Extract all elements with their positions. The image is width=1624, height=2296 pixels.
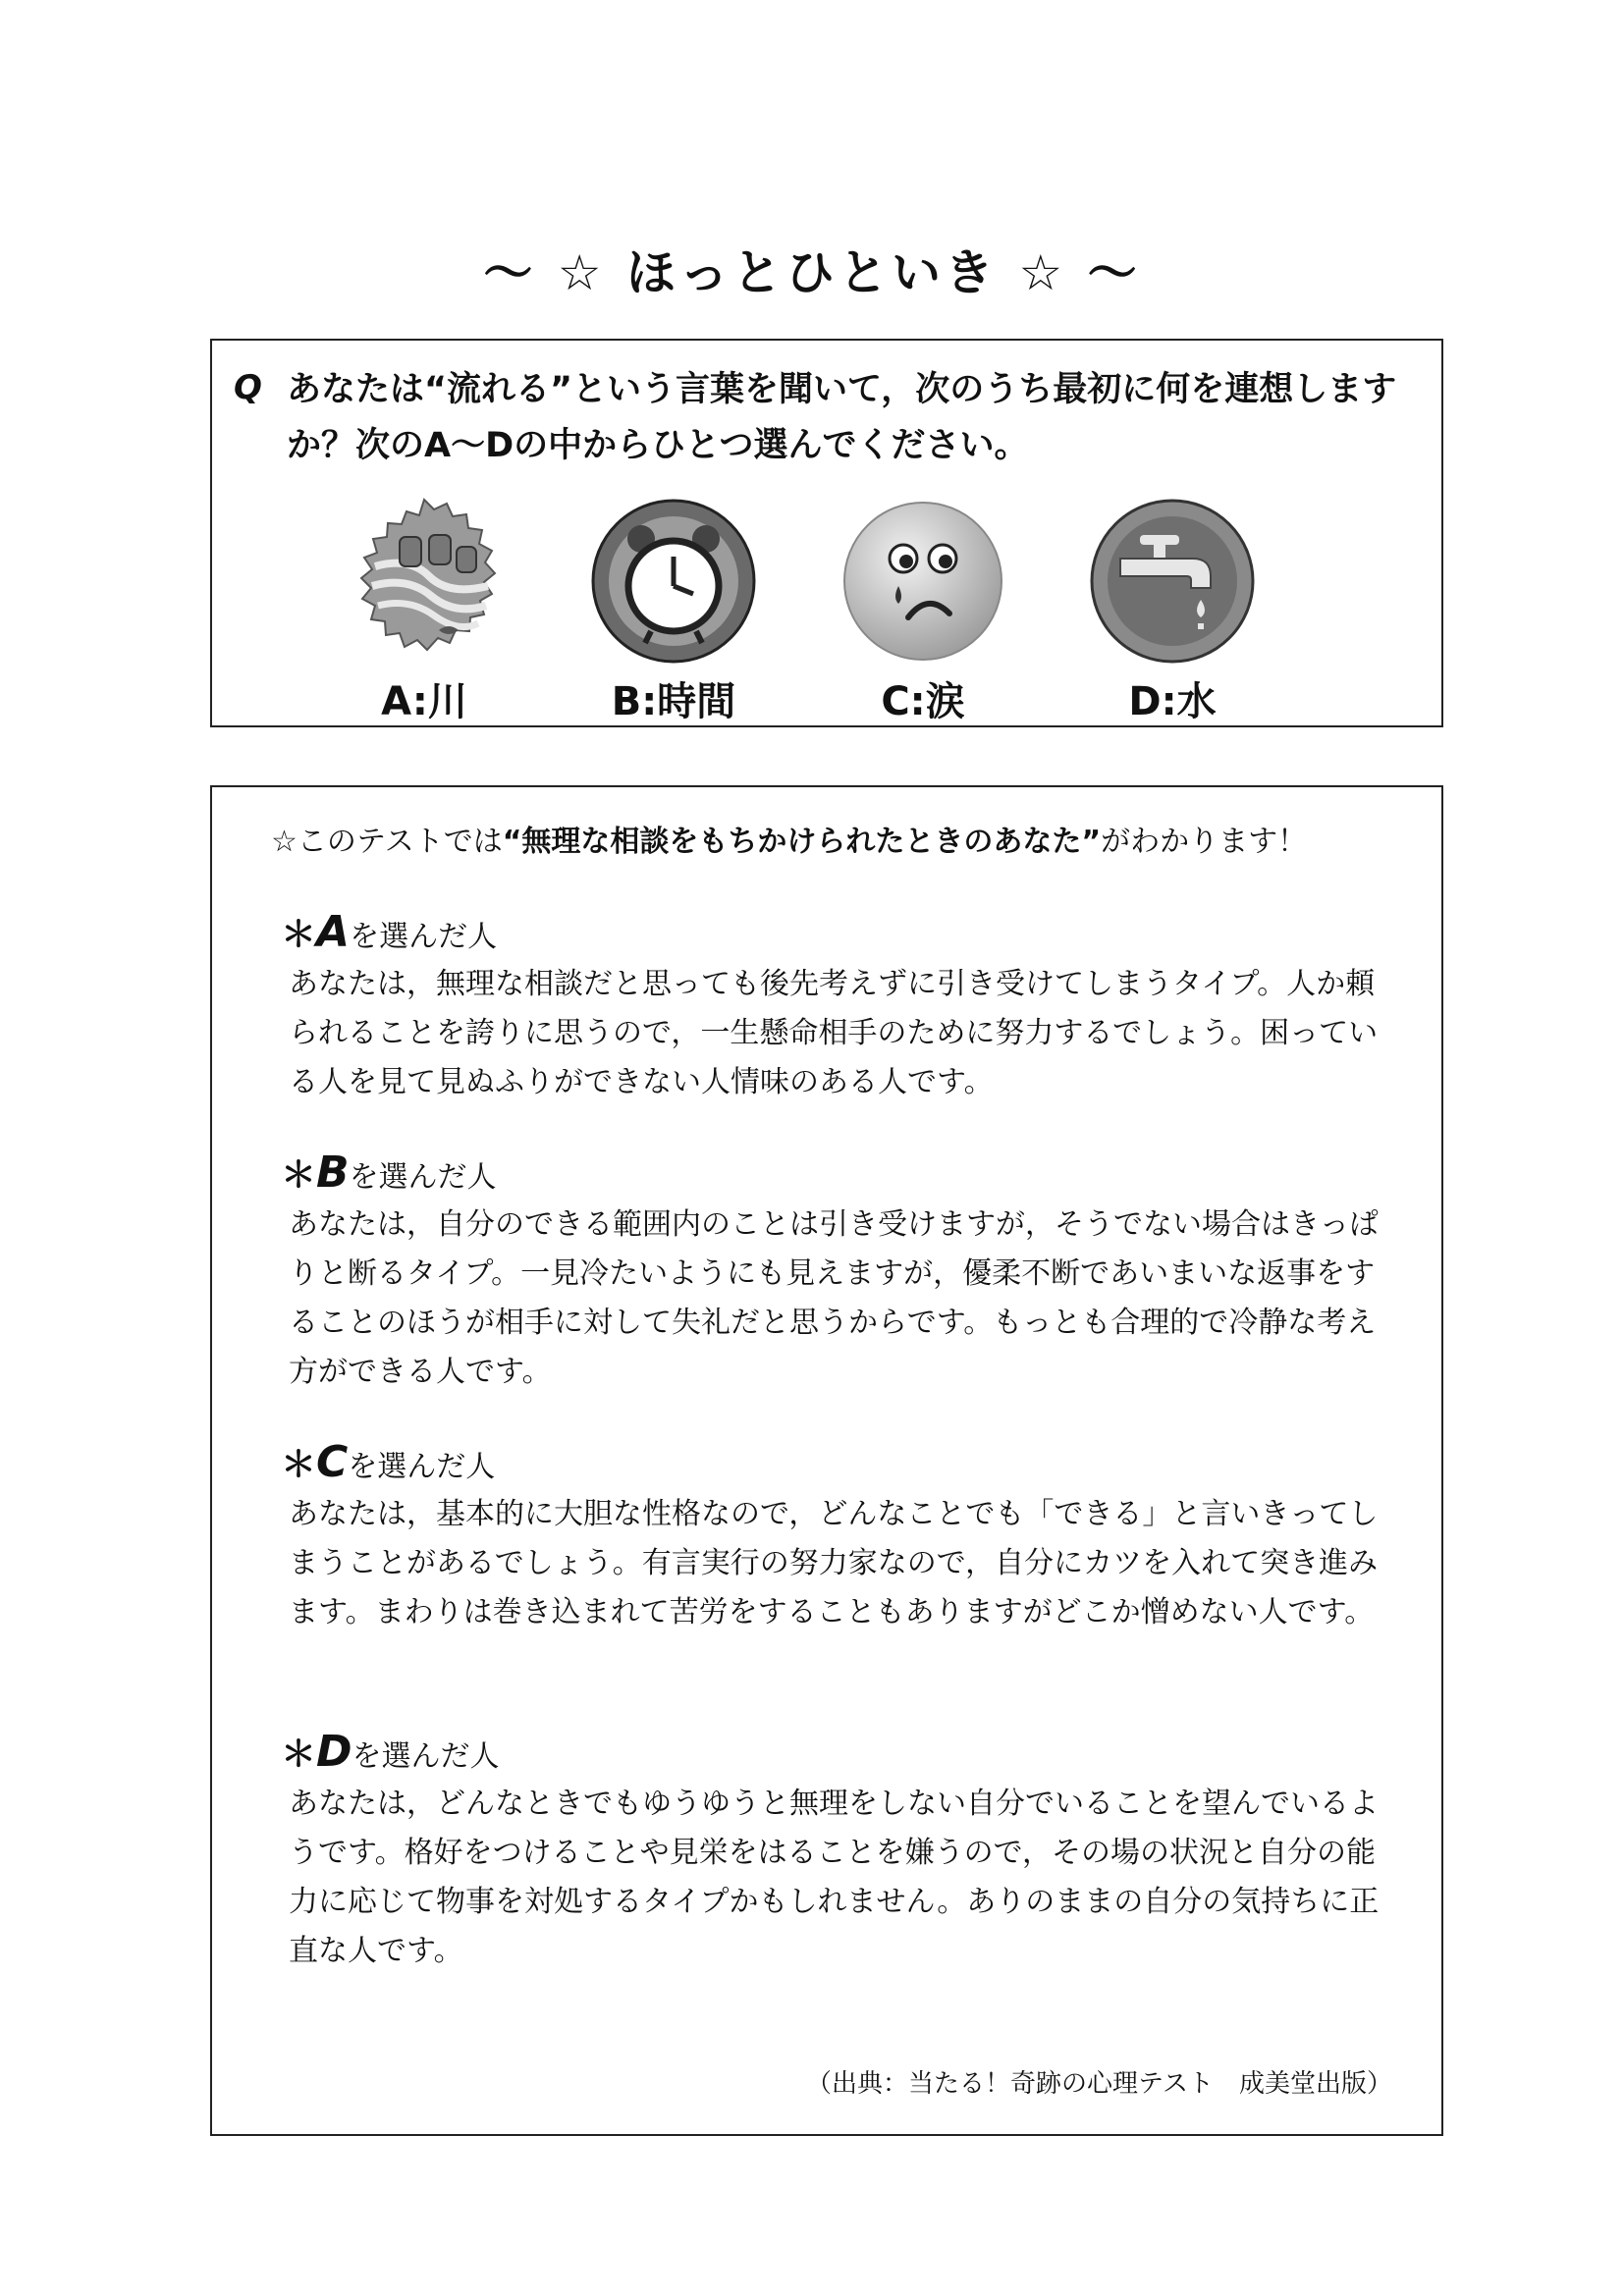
intro-suffix: がわかります！: [1101, 825, 1308, 859]
option-d: [1064, 498, 1280, 726]
section-c-heading: [281, 1435, 1400, 1490]
page-title: 〜 ☆ ほっとひといき ☆ 〜: [483, 244, 1141, 301]
question-text: あなたは“流れる”という言葉を聞いて，次のうち最初に何を連想しますか？次のA〜Dの中からひとつ選んでください。: [287, 370, 1397, 465]
river-icon: [341, 498, 508, 665]
section-a-heading: [281, 905, 1400, 960]
section-b: [281, 1146, 1400, 1397]
section-b-heading: [281, 1146, 1400, 1201]
question-label: Q: [234, 368, 262, 407]
option-c: [815, 498, 1031, 726]
section-b-body: あなたは，自分のできる範囲内のことは引き受けますが，そうでない場合はきっぱりと断るタイプ。一見冷たいようにも見えますが，優柔不断であいまいな返事をすることのほうが相手に対して失礼だと思うからです。もっとも合理的で冷静な考え方ができる人です。: [289, 1207, 1379, 1389]
section-head-text: を選んだ人: [352, 1739, 500, 1774]
section-head-text: を選んだ人: [349, 1160, 497, 1195]
intro-emphasis: “無理な相談をもちかけられたときのあなた”: [502, 825, 1102, 859]
source-citation: （出典：当たる！奇跡の心理テスト 成美堂出版）: [806, 2069, 1392, 2099]
intro-prefix: ☆このテストでは: [271, 825, 503, 859]
option-a-label: A:川: [381, 679, 467, 724]
section-d: [281, 1725, 1400, 1976]
section-letter: A: [316, 907, 351, 957]
section-c-body: あなたは，基本的に大胆な性格なので，どんなことでも「できる」と言いきってしまうことがあるでしょう。有言実行の努力家なので，自分にカツを入れて突き進みます。まわりは巻き込まれて苦労をすることもありますがどこか憎めない人です。: [289, 1497, 1379, 1629]
asterisk-icon: ＊: [281, 1445, 317, 1485]
section-d-body: あなたは，どんなときでもゆうゆうと無理をしない自分でいることを望んでいるようです。格好をつけることや見栄をはることを嫌うので，その場の状況と自分の能力に応じて物事を対処するタイプかもしれません。ありのままの自分の気持ちに正直な人です。: [289, 1787, 1380, 1968]
option-c-label: C:涙: [881, 679, 965, 724]
asterisk-icon: ＊: [281, 1735, 317, 1775]
section-head-text: を選んだ人: [348, 1450, 496, 1484]
section-c: [281, 1435, 1400, 1637]
asterisk-icon: ＊: [281, 915, 317, 955]
section-head-text: を選んだ人: [350, 920, 498, 954]
asterisk-icon: ＊: [281, 1155, 317, 1196]
option-d-label: D:水: [1128, 679, 1217, 724]
answers-intro: [271, 817, 1307, 860]
question-box: [210, 339, 1443, 727]
crying-face-icon: [839, 498, 1006, 665]
option-a: [316, 498, 532, 726]
section-letter: D: [316, 1727, 352, 1777]
option-b: [566, 498, 782, 726]
alarm-clock-icon: [590, 498, 757, 665]
section-a-body: あなたは，無理な相談だと思っても後先考えずに引き受けてしまうタイプ。人か頼られることを誇りに思うので，一生懸命相手のために努力するでしょう。困っている人を見て見ぬふりができない人情味のある人です。: [289, 967, 1379, 1099]
section-letter: B: [316, 1148, 350, 1198]
section-a: [281, 905, 1400, 1107]
answers-box: [210, 785, 1443, 2136]
water-faucet-icon: [1089, 498, 1256, 665]
option-b-label: B:時間: [611, 679, 736, 724]
section-letter: C: [316, 1437, 349, 1487]
section-d-heading: [281, 1725, 1400, 1780]
